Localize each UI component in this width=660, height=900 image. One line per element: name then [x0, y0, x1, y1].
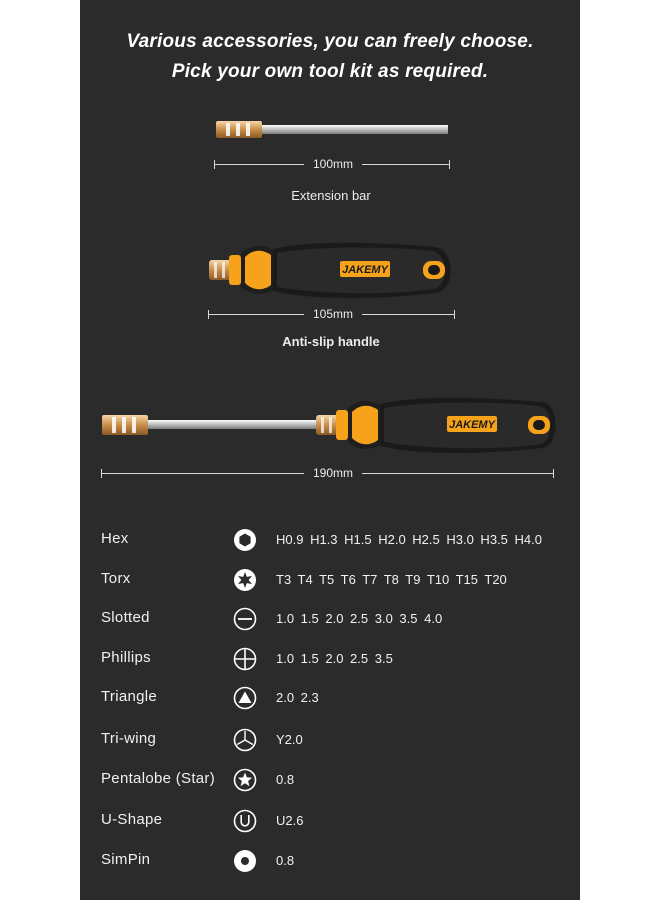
- bit-row-tri-wing: [0, 728, 660, 752]
- extension-bar-length: 100mm: [312, 157, 353, 171]
- bit-type-name: SimPin: [101, 851, 151, 868]
- bit-type-name: Torx: [101, 570, 131, 587]
- bit-row-triangle: [0, 686, 660, 710]
- bit-type-name: U-Shape: [101, 811, 163, 828]
- phillips-icon: [233, 647, 257, 671]
- assembled-length: 190mm: [312, 466, 353, 480]
- bit-row-u-shape: [0, 809, 660, 833]
- assembled-brand-text: JAKEMY: [449, 419, 495, 431]
- dimension-line-105mm-left: [208, 314, 304, 315]
- simpin-icon: [233, 849, 257, 873]
- bit-sizes: 1.0 1.5 2.0 2.5 3.5: [276, 651, 393, 666]
- torx-icon: [233, 568, 257, 592]
- handle-brand-text: JAKEMY: [342, 264, 388, 276]
- bit-row-phillips: [0, 647, 660, 671]
- bit-sizes: 1.0 1.5 2.0 2.5 3.0 3.5 4.0: [276, 611, 443, 626]
- handle-image: [205, 241, 460, 301]
- pentalobe-icon: [233, 768, 257, 792]
- bit-type-name: Phillips: [101, 649, 151, 666]
- headline-line-2: Pick your own tool kit as required.: [171, 61, 489, 82]
- bit-type-name: Triangle: [101, 688, 158, 705]
- slotted-icon: [233, 607, 257, 631]
- bit-row-pentalobe: [0, 768, 660, 792]
- hex-icon: [233, 528, 257, 552]
- bit-sizes: H0.9 H1.3 H1.5 H2.0 H2.5 H3.0 H3.5 H4.0: [276, 532, 542, 547]
- bit-sizes: 2.0 2.3: [276, 690, 319, 705]
- bit-row-torx: [0, 568, 660, 592]
- tri-wing-icon: [233, 728, 257, 752]
- bit-type-name: Pentalobe (Star): [101, 770, 216, 787]
- handle-length: 105mm: [312, 307, 353, 321]
- extension-bar-image: [212, 116, 452, 146]
- dimension-tick-left: [101, 469, 102, 478]
- bit-sizes: T3 T4 T5 T6 T7 T8 T9 T10 T15 T20: [276, 572, 507, 587]
- dimension-tick-left: [214, 160, 215, 169]
- bit-sizes: 0.8: [276, 853, 295, 868]
- dimension-tick-right: [449, 160, 450, 169]
- u-shape-icon: [233, 809, 257, 833]
- dimension-line-100mm-right: [362, 164, 449, 165]
- dimension-tick-left: [208, 310, 209, 319]
- bit-row-slotted: [0, 607, 660, 631]
- extension-bar-caption: Extension bar: [291, 188, 371, 203]
- headline-line-1: Various accessories, you can freely choose.: [126, 31, 534, 52]
- dimension-line-100mm-left: [214, 164, 304, 165]
- dimension-line-190mm-right: [362, 473, 553, 474]
- bit-row-simpin: [0, 849, 660, 873]
- bit-sizes: Y2.0: [276, 732, 303, 747]
- bit-sizes: 0.8: [276, 772, 295, 787]
- bit-type-name: Slotted: [101, 609, 150, 626]
- dimension-tick-right: [454, 310, 455, 319]
- triangle-icon: [233, 686, 257, 710]
- dimension-line-190mm-left: [101, 473, 304, 474]
- dimension-tick-right: [553, 469, 554, 478]
- dimension-line-105mm-right: [362, 314, 454, 315]
- bit-type-name: Tri-wing: [101, 730, 157, 747]
- bit-sizes: U2.6: [276, 813, 304, 828]
- handle-caption: Anti-slip handle: [282, 334, 380, 349]
- assembled-screwdriver-image: [98, 397, 560, 457]
- bit-type-name: Hex: [101, 530, 129, 547]
- bit-row-hex: [0, 528, 660, 552]
